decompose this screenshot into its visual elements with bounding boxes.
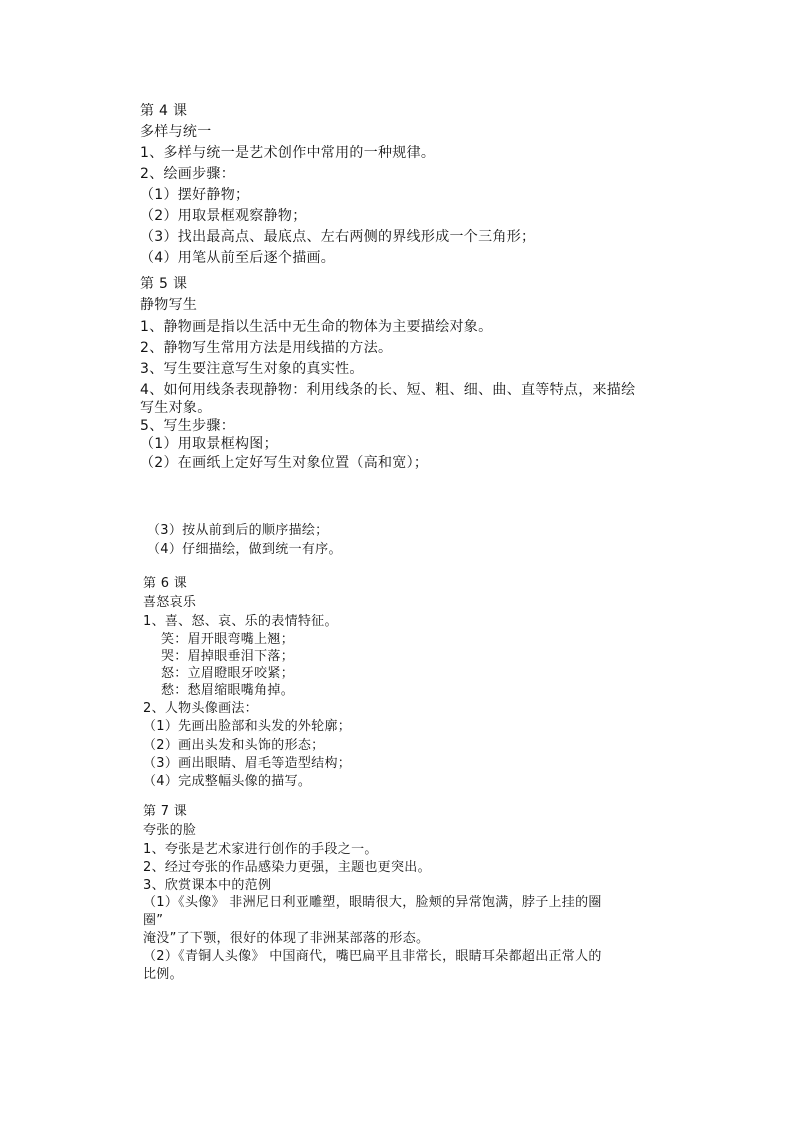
lesson-5-line-2: 2、静物写生常用方法是用线描的方法。 <box>140 340 393 356</box>
lesson-4-line-3: （1）摆好静物； <box>140 187 250 203</box>
lesson-6-subtitle: 喜怒哀乐 <box>143 595 197 610</box>
lesson-7-line-1: 1、夸张是艺术家进行创作的手段之一。 <box>143 842 378 857</box>
lesson-5-subtitle: 静物写生 <box>140 297 198 313</box>
lesson-5-line-9: （3）按从前到后的顺序描绘； <box>147 523 329 538</box>
lesson-6-line-3: 哭：眉掉眼垂泪下落； <box>161 649 295 664</box>
lesson-5-line-8: （2）在画纸上定好写生对象位置（高和宽）； <box>140 455 429 471</box>
lesson-6-line-10: （4）完成整幅头像的描写。 <box>143 774 312 789</box>
lesson-5-line-7: （1）用取景框构图； <box>140 436 278 452</box>
lesson-7-title: 第 7 课 <box>143 804 188 819</box>
lesson-4-line-4: （2）用取景框观察静物； <box>140 208 307 224</box>
lesson-7-line-8: 比例。 <box>143 967 183 982</box>
lesson-6-line-8: （2）画出头发和头饰的形态； <box>143 738 325 753</box>
lesson-6-line-1: 1、喜、怒、哀、乐的表情特征。 <box>143 614 338 629</box>
lesson-6-line-2: 笑：眉开眼弯嘴上翘； <box>161 632 295 647</box>
lesson-6-line-9: （3）画出眼睛、眉毛等造型结构； <box>143 756 352 771</box>
lesson-7-line-5: 圈” <box>143 913 164 928</box>
lesson-7-line-2: 2、经过夸张的作品感染力更强，主题也更突出。 <box>143 860 431 875</box>
lesson-4-line-2: 2、绘画步骤： <box>140 166 236 182</box>
lesson-5-line-3: 3、写生要注意写生对象的真实性。 <box>140 361 364 377</box>
lesson-7-subtitle: 夸张的脸 <box>143 823 197 838</box>
lesson-4-line-1: 1、多样与统一是艺术创作中常用的一种规律。 <box>140 145 436 161</box>
lesson-7-line-4: （1）《头像》 非洲尼日利亚雕塑，眼睛很大，脸颊的异常饱满，脖子上挂的圈 <box>143 895 602 910</box>
lesson-6-line-6: 2、人物头像画法： <box>143 701 258 716</box>
lesson-5-line-4: 4、如何用线条表现静物：利用线条的长、短、粗、细、曲、直等特点，来描绘 <box>140 382 636 398</box>
lesson-6-line-7: （1）先画出脸部和头发的外轮廓； <box>143 719 352 734</box>
lesson-4-title: 第 4 课 <box>140 103 188 119</box>
lesson-7-line-7: （2）《青铜人头像》 中国商代，嘴巴扁平且非常长，眼睛耳朵都超出正常人的 <box>143 949 602 964</box>
lesson-5-line-6: 5、写生步骤： <box>140 418 236 434</box>
lesson-4-line-5: （3）找出最高点、最底点、左右两侧的界线形成一个三角形； <box>140 229 536 245</box>
lesson-7-line-3: 3、欣赏课本中的范例 <box>143 878 272 893</box>
lesson-6-line-5: 愁：愁眉缩眼嘴角掉。 <box>161 683 295 698</box>
lesson-5-title: 第 5 课 <box>140 276 188 292</box>
lesson-4-subtitle: 多样与统一 <box>140 124 212 140</box>
lesson-4-line-6: （4）用笔从前至后逐个描画。 <box>140 250 336 266</box>
lesson-5-line-10: （4）仔细描绘，做到统一有序。 <box>147 542 342 557</box>
lesson-5-line-1: 1、静物画是指以生活中无生命的物体为主要描绘对象。 <box>140 319 493 335</box>
lesson-6-line-4: 怒：立眉瞪眼牙咬紧； <box>161 666 295 681</box>
lesson-5-line-5: 写生对象。 <box>140 400 212 416</box>
lesson-7-line-6: 淹没”了下颚，很好的体现了非洲某部落的形态。 <box>143 931 430 946</box>
lesson-6-title: 第 6 课 <box>143 576 188 591</box>
